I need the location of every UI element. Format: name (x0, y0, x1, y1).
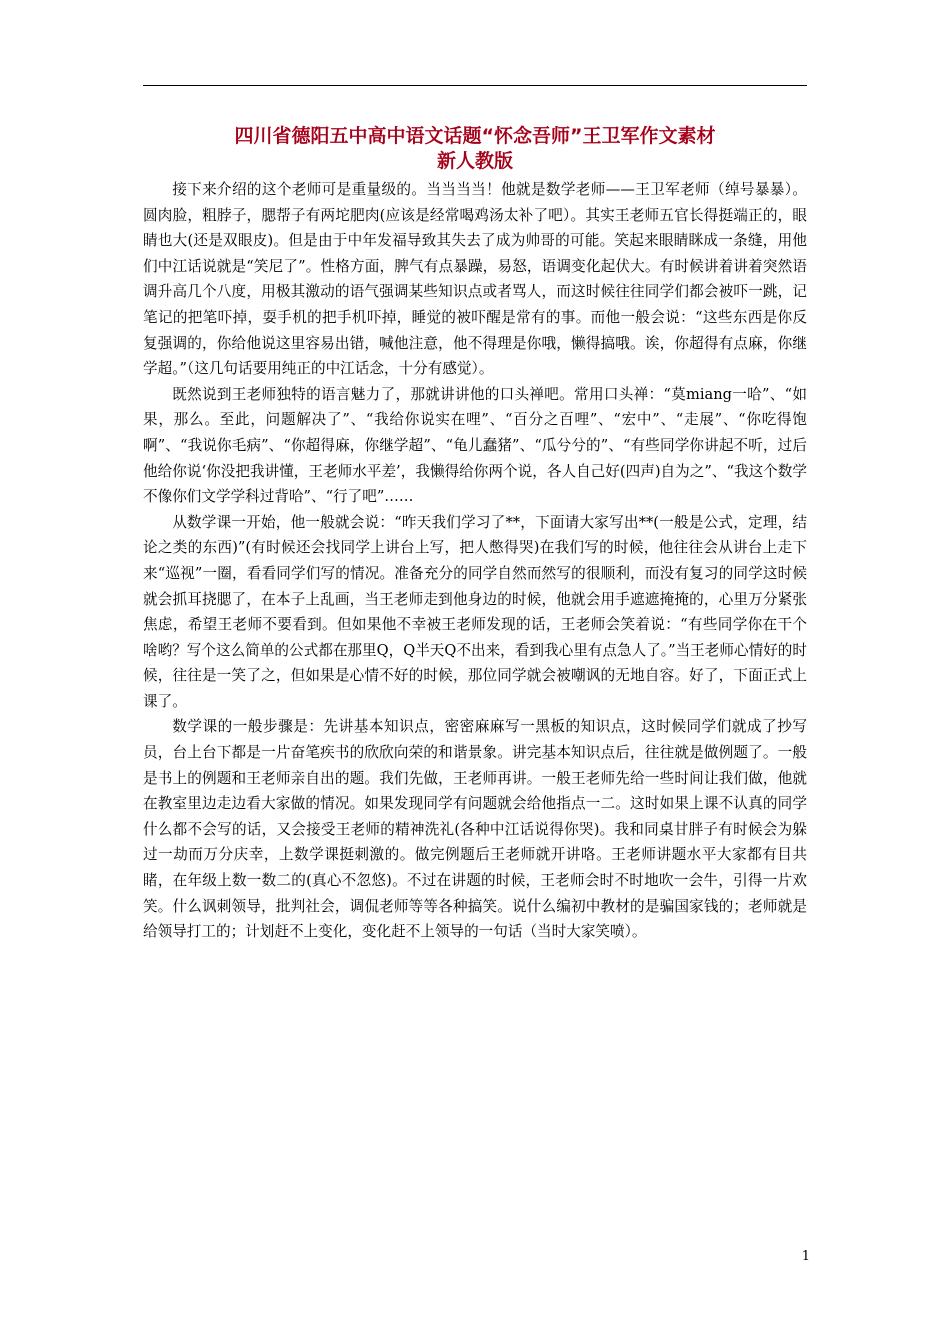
header-rule (143, 85, 807, 86)
page-number: 1 (801, 1249, 810, 1264)
title-line-1: 四川省德阳五中高中语文话题“怀念吾师”王卫军作文素材 (234, 125, 716, 147)
paragraph-4: 数学课的一般步骤是：先讲基本知识点，密密麻麻写一黑板的知识点，这时候同学们就成了抄写员，台上台下都是一片奋笔疾书的欣欣向荣的和谐景象。讲完基本知识点后，往往就是做例题了。一般是书上的例题和王老师亲自出的题。我们先做，王老师再讲。一般王老师先给一些时间让我们做，他就在教室里边走边看大家做的情况。如果发现同学有问题就会给他指点一二。这时如果上课不认真的同学什么都不会写的话，又会接受王老师的精神洗礼(各种中江话说得你哭)。我和同桌甘胖子有时候会为躲过一劫而万分庆幸，上数学课挺刺激的。做完例题后王老师就开讲咯。王老师讲题水平大家都有目共睹，在年级上数一数二的(真心不忽悠)。不过在讲题的时候，王老师会时不时地吹一会牛，引得一片欢笑。什么讽刺领导，批判社会，调侃老师等等各种搞笑。说什么编初中教材的是骗国家钱的；老师就是给领导打工的；计划赶不上变化，变化赶不上领导的一句话（当时大家笑喷）。 (143, 718, 807, 941)
document-body (143, 177, 807, 945)
paragraph-2: 既然说到王老师独特的语言魅力了，那就讲讲他的口头禅吧。常用口头禅：“莫miang一哈”、“如果，那么。至此，问题解决了”、“我给你说实在哩”、“百分之百哩”、“宏中”、“走展”、“你吃得饱啊”、“我说你毛病”、“你超得麻，你继学超”、“龟儿蠢猪”、“瓜兮兮的”、“有些同学你讲起不听，过后他给你说‘你没把我讲懂，王老师水平差’，我懒得给你两个说，各人自己好(四声)自为之”、“我这个数学不像你们文学学科过背哈”、“行了吧”…… (143, 385, 807, 506)
document-title (143, 124, 807, 174)
title-line-2: 新人教版 (436, 150, 513, 172)
paragraph-1: 接下来介绍的这个老师可是重量级的。当当当当！他就是数学老师——王卫军老师（绰号暴暴）。圆肉脸，粗脖子，腮帮子有两坨肥肉(应该是经常喝鸡汤太补了吧）。其实王老师五官长得挺端正的，眼睛也大(还是双眼皮)。但是由于中年发福导致其失去了成为帅哥的可能。笑起来眼睛眯成一条缝，用他们中江话说就是“笑尼了”。性格方面，脾气有点暴躁，易怒，语调变化起伏大。有时候讲着讲着突然语调升高几个八度，用极其激动的语气强调某些知识点或者骂人，而这时候往往同学们都会被吓一跳，记笔记的把笔吓掉，耍手机的把手机吓掉，睡觉的被吓醒是常有的事。而他一般会说：“这些东西是你反复强调的，你给他说这里容易出错，喊他注意，他不得理是你哦，懒得搞哦。诶，你超得有点麻，你继学超。”（这几句话要用纯正的中江话念，十分有感觉）。 (143, 181, 807, 378)
paragraph-3: 从数学课一开始，他一般就会说：“昨天我们学习了**，下面请大家写出**(一般是公式，定理，结论之类的东西)”(有时候还会找同学上讲台上写，把人憋得哭)在我们写的时候，他往往会从讲台上走下来“巡视”一圈，看看同学们写的情况。准备充分的同学自然而然写的很顺利，而没有复习的同学这时候就会抓耳挠腮了，在本子上乱画，当王老师走到他身边的时候，他就会用手遮遮掩掩的，心里万分紧张焦虑，希望王老师不要看到。但如果他不幸被王老师发现的话，王老师会笑着说：“有些同学你在干个啥哟？写个这么简单的公式都在那里Q，Q半天Q不出来，看到我心里有点急人了。”当王老师心情好的时候，往往是一笑了之，但如果是心情不好的时候，那位同学就会被嘲讽的无地自容。好了，下面正式上课了。 (143, 513, 807, 710)
